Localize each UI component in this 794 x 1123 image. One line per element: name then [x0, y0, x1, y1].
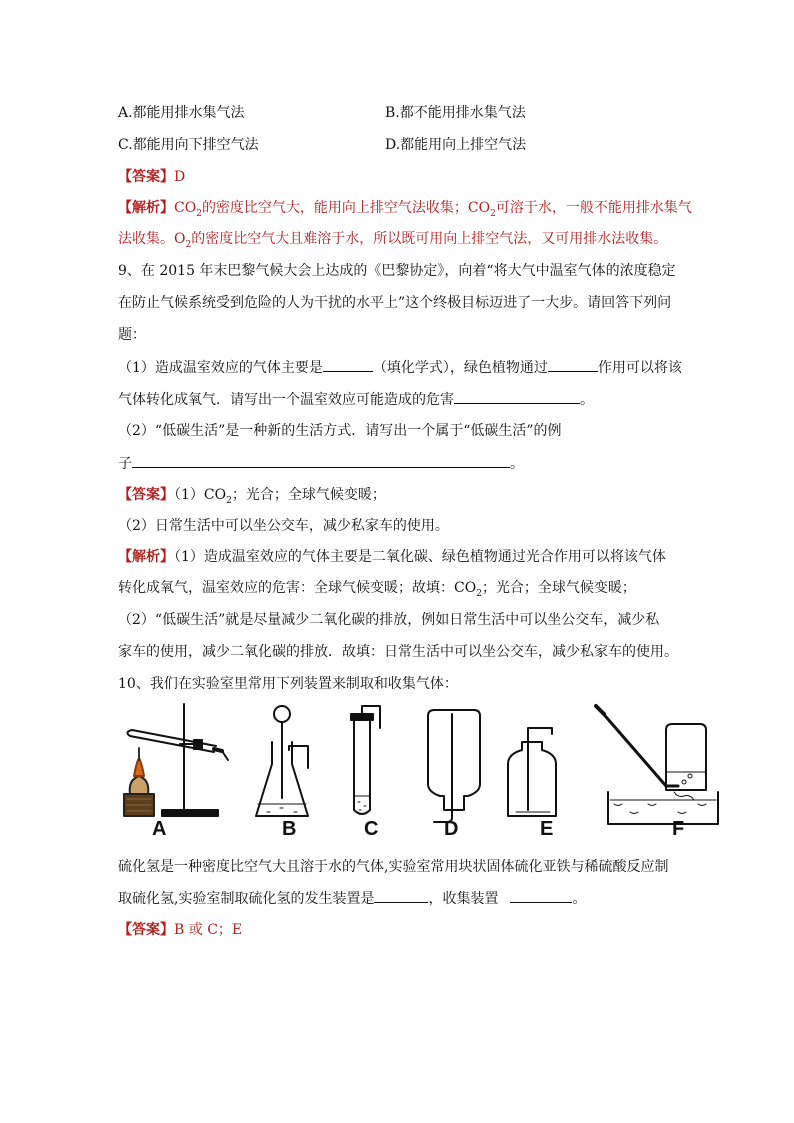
- analysis-text: 的密度比空气大且难溶于水，所以既可用向上排空气法，又可用排水法收集。: [191, 231, 668, 247]
- analysis-text: 法收集。O: [118, 231, 186, 247]
- answer-text: D: [174, 169, 186, 185]
- label-c: C: [364, 818, 379, 840]
- q9-analysis-line-4: 家车的使用，减少二氧化碳的排放．故填：日常生活中可以坐公交车，减少私家车的使用。: [118, 644, 678, 660]
- apparatus-e: [508, 728, 556, 816]
- analysis-tag: 【解析】: [118, 200, 174, 216]
- q9-stem-2: 在防止气候系统受到危险的人为干扰的水平上”这个终极目标迈进了一大步。请回答下列问: [118, 295, 672, 311]
- q9-stem-1: 9、在 2015 年末巴黎气候大会上达成的《巴黎协定》，向着“将大气中温室气体的浓度稳定: [118, 263, 676, 279]
- q9-part1-line-1: [118, 357, 682, 378]
- question-text: 。: [572, 891, 587, 907]
- q9-part2-line-2: [118, 453, 524, 474]
- analysis-text: （1）造成温室效应的气体主要是二氧化碳、绿色植物通过光合作用可以将该气体: [174, 549, 666, 565]
- apparatus-d: [428, 710, 480, 822]
- question-text: （填化学式），绿色植物通过: [372, 360, 548, 376]
- q9-analysis-line-3: （2）“低碳生活”就是尽量减少二氧化碳的排放，例如日常生活中可以坐公交车，减少私: [118, 612, 660, 628]
- apparatus-b: [256, 706, 308, 816]
- analysis-text: 可溶于水，一般不能用排水集气: [495, 200, 692, 216]
- question-text: （1）造成温室效应的气体主要是: [118, 360, 323, 376]
- q9-part2-line-1: （2）“低碳生活”是一种新的生活方式．请写出一个属于“低碳生活”的例: [118, 423, 562, 439]
- question-text: 取硫化氢,实验室制取硫化氢的发生装置是: [118, 891, 375, 907]
- subscript: 2: [476, 588, 482, 599]
- q9-analysis-line-2: [118, 578, 636, 598]
- answer-tag: 【答案】: [118, 922, 174, 938]
- apparatus-c: [351, 706, 380, 814]
- option-d: D.都能用向上排空气法: [385, 137, 527, 153]
- question-text: 。: [580, 392, 594, 408]
- analysis-text: CO: [174, 200, 197, 216]
- answer-blank[interactable]: [374, 888, 428, 903]
- subscript: 2: [196, 208, 202, 219]
- label-e: E: [540, 818, 554, 840]
- analysis-text: 的密度比空气大，能用向上排空气法收集；CO: [201, 200, 491, 216]
- question-text: 气体转化成氧气．请写出一个温室效应可能造成的危害: [118, 392, 454, 408]
- q8-answer: [118, 167, 185, 187]
- option-a: A.都能用排水集气法: [118, 105, 245, 121]
- answer-blank[interactable]: [323, 357, 373, 372]
- option-b: B.都不能用排水集气法: [385, 105, 526, 121]
- q9-part1-line-2: [118, 389, 594, 410]
- subscript: 2: [490, 208, 496, 219]
- answer-tag: 【答案】: [118, 169, 174, 185]
- q9-answer-line-1: [118, 485, 386, 505]
- q9-answer-line-2: （2）日常生活中可以坐公交车，减少私家车的使用。: [118, 518, 449, 534]
- answer-tag: 【答案】: [118, 487, 174, 503]
- q8-analysis-line-2: [118, 229, 667, 249]
- q9-stem-3: 题：: [118, 327, 146, 343]
- subscript: 2: [185, 239, 192, 250]
- subscript: 2: [226, 495, 232, 506]
- label-f: F: [672, 818, 685, 840]
- question-text: ，收集装置: [428, 891, 499, 907]
- question-text: 子: [118, 456, 132, 472]
- option-c: C.都能用向下排空气法: [118, 137, 259, 153]
- label-a: A: [152, 818, 167, 840]
- q10-stem: 10、我们在实验室里常用下列装置来制取和收集气体：: [118, 676, 458, 692]
- q8-analysis-line-1: [118, 198, 692, 218]
- answer-text: B 或 C；E: [174, 922, 243, 938]
- answer-blank[interactable]: [548, 357, 598, 372]
- label-d: D: [444, 818, 459, 840]
- apparatus-f: [596, 706, 718, 824]
- analysis-text: 转化成氧气，温室效应的危害：全球气候变暖；故填：CO: [118, 580, 477, 596]
- label-b: B: [282, 818, 297, 840]
- question-text: 作用可以将该: [597, 360, 682, 376]
- analysis-text: ；光合；全球气候变暖；: [481, 580, 636, 596]
- q10-text-2: [118, 888, 586, 909]
- analysis-tag: 【解析】: [118, 549, 174, 565]
- answer-blank[interactable]: [132, 453, 510, 468]
- apparatus-a: [124, 704, 228, 816]
- answer-text: （1）CO: [174, 487, 227, 503]
- answer-text: ；光合；全球气候变暖；: [231, 487, 386, 503]
- q10-text-1: 硫化氢是一种密度比空气大且溶于水的气体,实验室常用块状固体硫化亚铁与稀硫酸反应制: [118, 859, 669, 875]
- answer-blank[interactable]: [510, 888, 572, 903]
- question-text: 。: [510, 456, 524, 472]
- answer-blank[interactable]: [454, 389, 580, 404]
- q9-analysis-line-1: [118, 547, 666, 567]
- apparatus-figure: [118, 700, 722, 838]
- q10-answer: [118, 920, 242, 940]
